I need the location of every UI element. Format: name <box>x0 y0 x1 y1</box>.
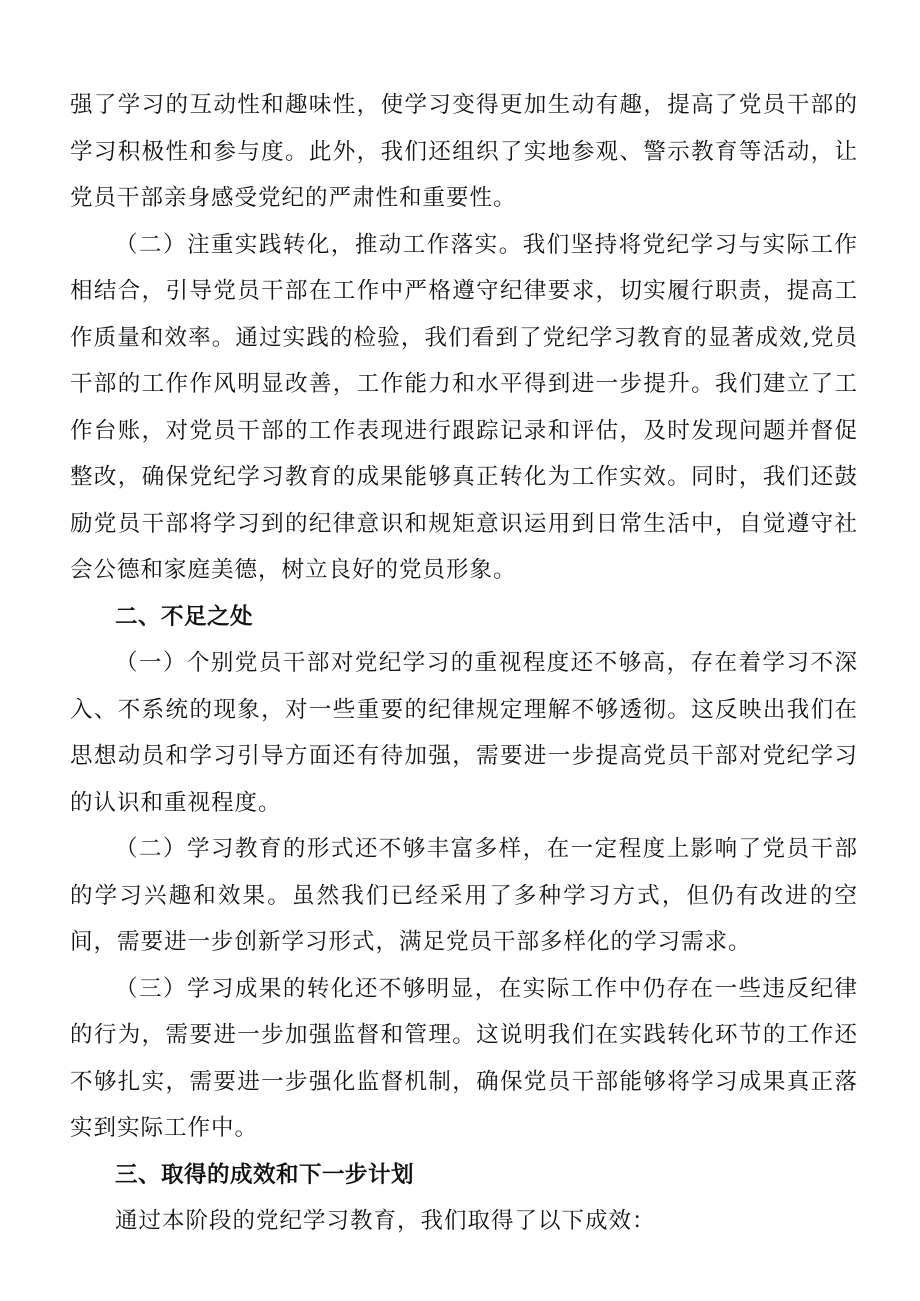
paragraph-shortcoming-1: （一）个别党员干部对党纪学习的重视程度还不够高，存在着学习不深入、不系统的现象，对一些重要的纪律规定理解不够透彻。这反映出我们在思想动员和学习引导方面还有待加强，需要进一步提高党员干部对党纪学习的认识和重视程度。 <box>70 650 858 816</box>
paragraph-shortcoming-2: （二）学习教育的形式还不够丰富多样，在一定程度上影响了党员干部的学习兴趣和效果。虽然我们已经采用了多种学习方式，但仍有改进的空间，需要进一步创新学习形式，满足党员干部多样化的学习需求。 <box>70 836 858 955</box>
paragraph-shortcoming-3: （三）学习成果的转化还不够明显，在实际工作中仍存在一些违反纪律的行为，需要进一步加强监督和管理。这说明我们在实践转化环节的工作还不够扎实，需要进一步强化监督机制，确保党员干部能够将学习成果真正落实到实际工作中。 <box>70 975 858 1141</box>
section-heading-achievements-plan: 三、取得的成效和下一步计划 <box>115 1161 415 1188</box>
section-heading-shortcomings: 二、不足之处 <box>115 603 254 630</box>
paragraph-practice-transformation: （二）注重实践转化，推动工作落实。我们坚持将党纪学习与实际工作相结合，引导党员干部在工作中严格遵守纪律要求，切实履行职责，提高工作质量和效率。通过实践的检验，我们看到了党纪学习教育的显著成效,党员干部的工作作风明显改善，工作能力和水平得到进一步提升。我们建立了工作台账，对党员干部的工作表现进行跟踪记录和评估，及时发现问题并督促整改，确保党纪学习教育的成果能够真正转化为工作实效。同时，我们还鼓励党员干部将学习到的纪律意识和规矩意识运用到日常生活中，自觉遵守社会公德和家庭美德，树立良好的党员形象。 <box>70 231 858 583</box>
paragraph-continuation: 强了学习的互动性和趣味性，使学习变得更加生动有趣，提高了党员干部的学习积极性和参与度。此外，我们还组织了实地参观、警示教育等活动，让党员干部亲身感受党纪的严肃性和重要性。 <box>70 92 858 211</box>
paragraph-achievements-intro: 通过本阶段的党纪学习教育，我们取得了以下成效： <box>115 1208 656 1234</box>
